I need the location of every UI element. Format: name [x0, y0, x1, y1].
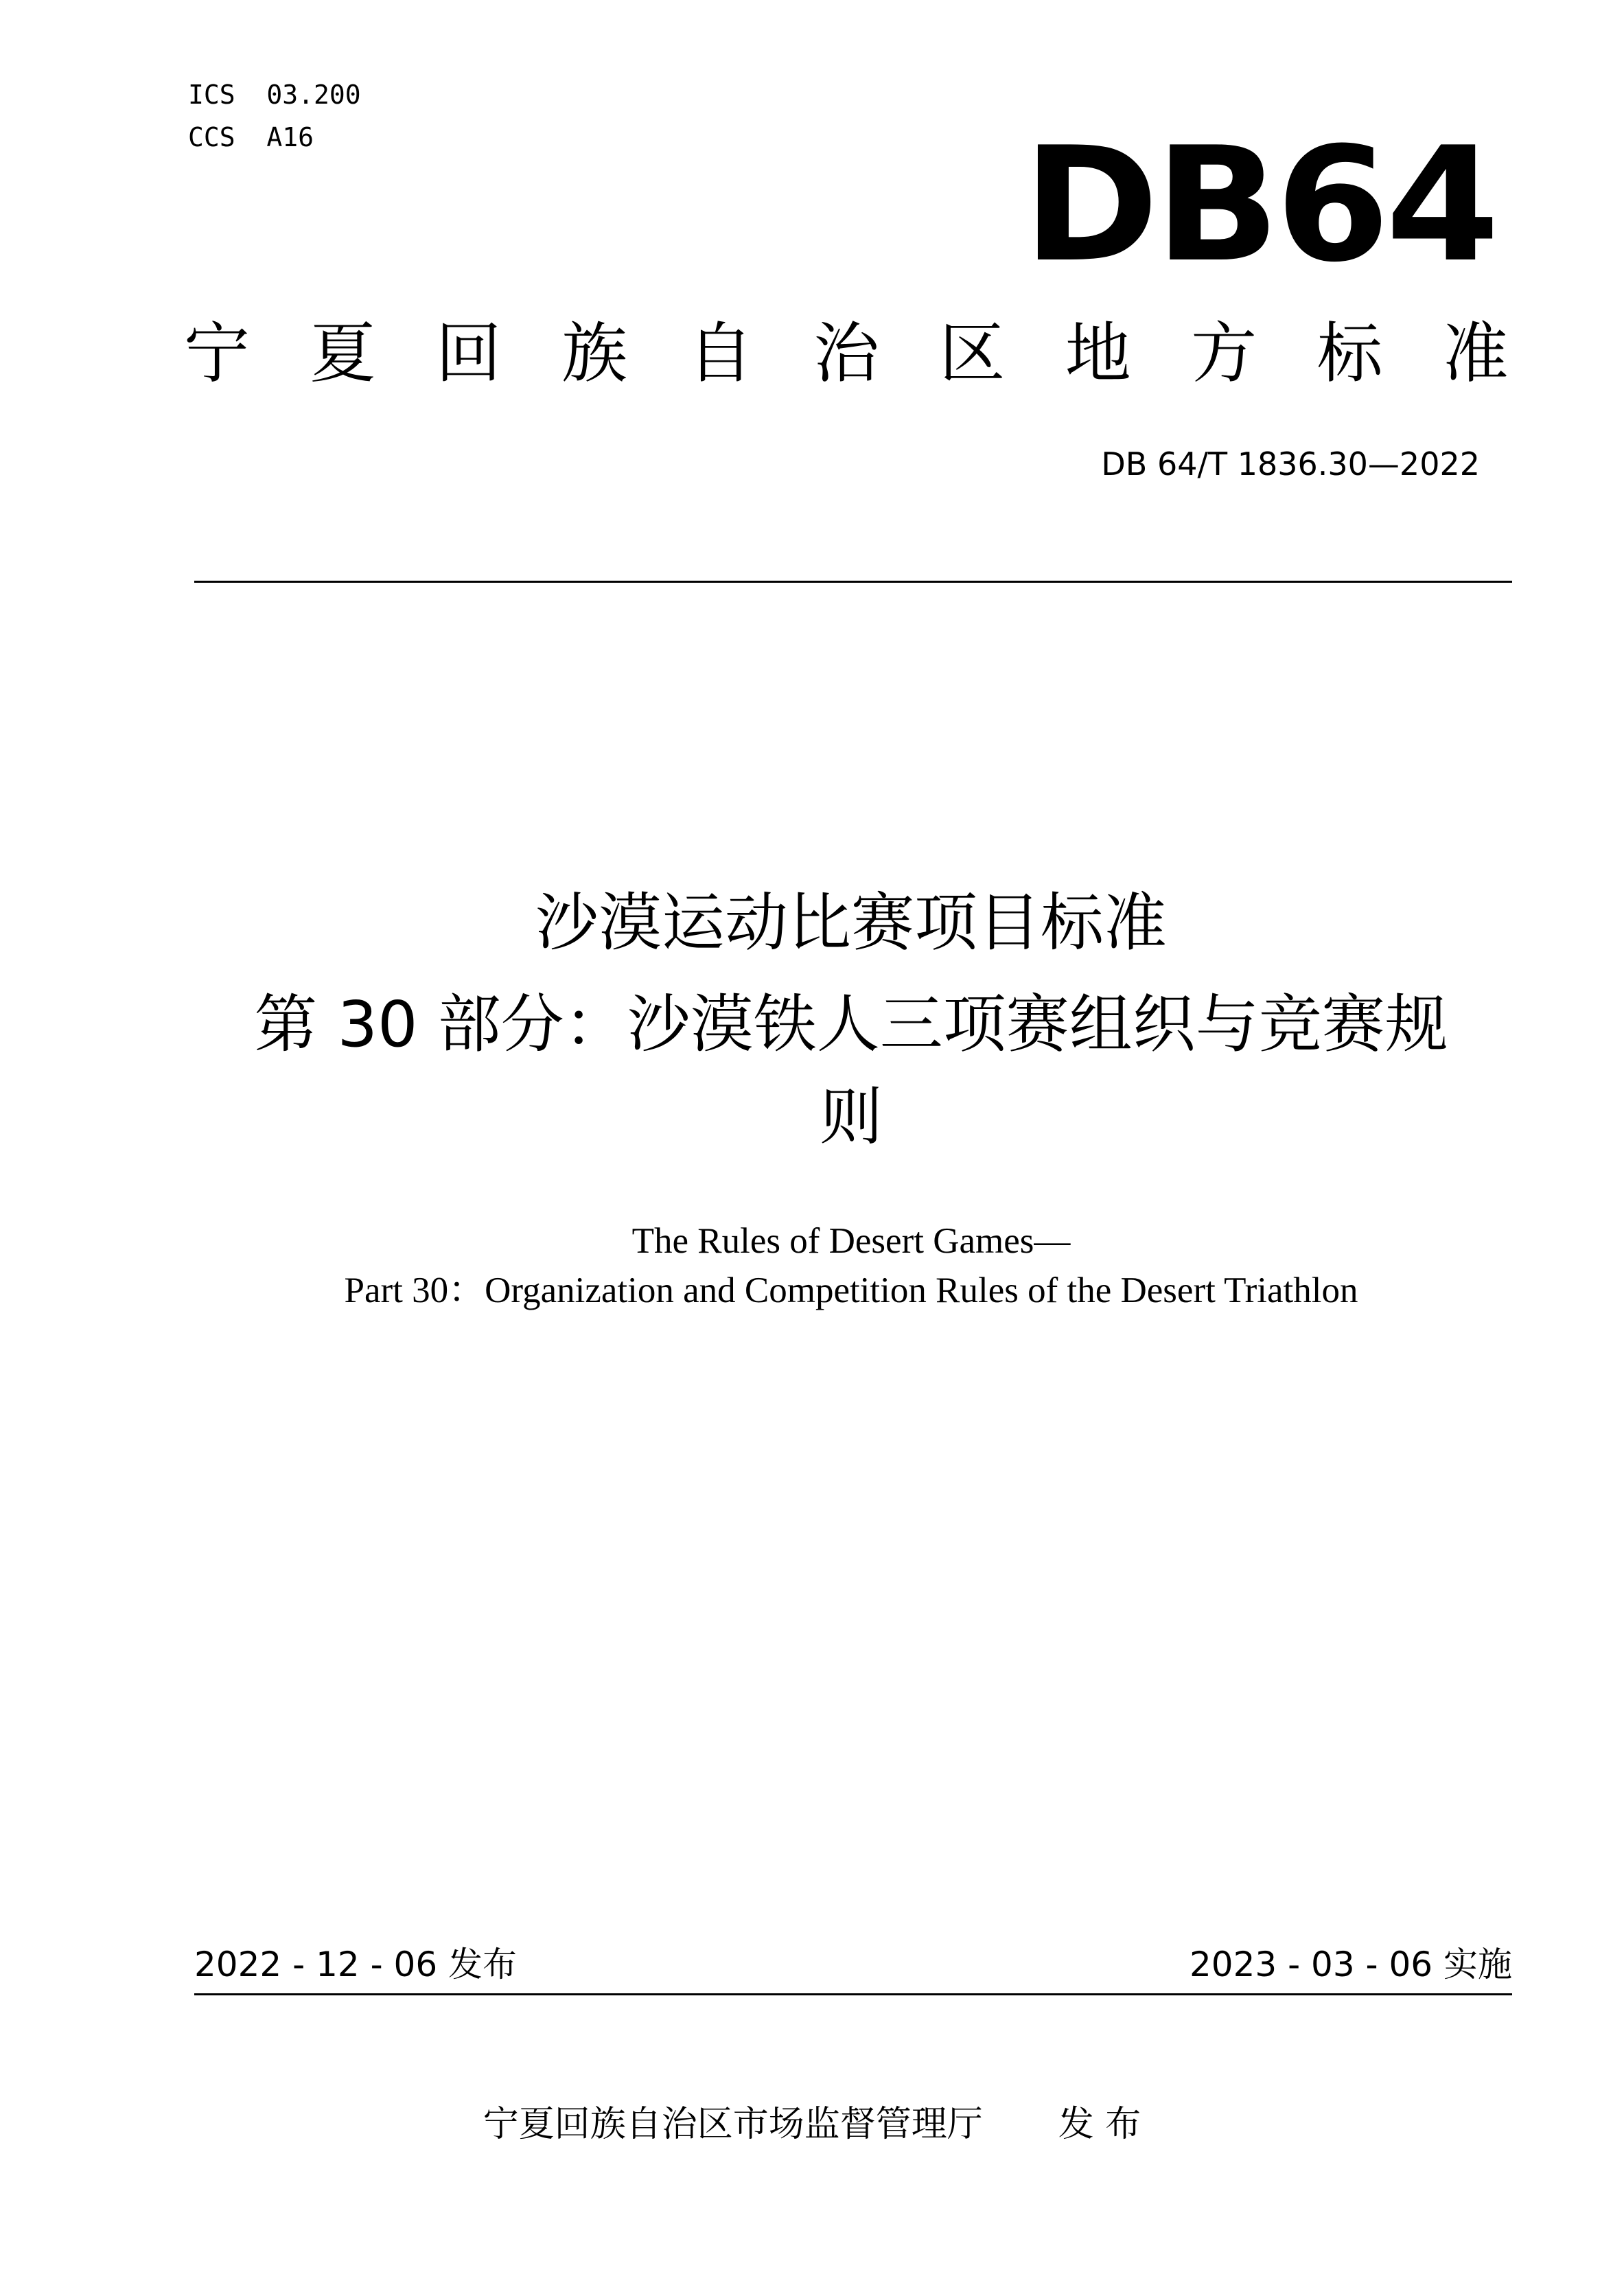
- standard-type-char: 标: [1316, 315, 1383, 392]
- header-divider: [194, 581, 1512, 583]
- ics-code: ICS 03.200: [188, 80, 361, 110]
- standard-type-char: 回: [435, 315, 502, 392]
- title-cn-line-3: 则: [819, 1080, 883, 1154]
- standard-type-char: 方: [1191, 315, 1257, 392]
- standard-type-char: 族: [561, 315, 628, 392]
- standard-type-char: 宁: [184, 315, 250, 392]
- issue-date: 2022 - 12 - 06 发布: [194, 1945, 518, 1984]
- standard-type-char: 夏: [310, 315, 376, 392]
- date-divider: [194, 1993, 1512, 1995]
- standard-type-char: 治: [813, 315, 879, 392]
- standard-type-heading: [184, 316, 1509, 391]
- standard-type-char: 自: [687, 315, 754, 392]
- title-en-line-1: The Rules of Desert Games—: [631, 1221, 1071, 1261]
- title-en-line-2: Part 30：Organization and Competition Rules of the Desert Triathlon: [344, 1271, 1358, 1310]
- title-cn-line-1: 沙漠运动比赛项目标准: [535, 886, 1167, 960]
- publisher-line: [0, 2102, 1624, 2147]
- title-cn-line-2: 第 30 部分：沙漠铁人三项赛组织与竞赛规: [254, 988, 1448, 1061]
- ccs-code: CCS A16: [188, 122, 314, 152]
- standard-type-char: 准: [1442, 315, 1509, 392]
- implementation-date: 2023 - 03 - 06 实施: [1189, 1945, 1512, 1984]
- publisher-name: 宁夏回族自治区市场监督管理厅: [483, 2104, 983, 2145]
- publisher-action: 发 布: [1058, 2104, 1141, 2145]
- standard-type-char: 地: [1065, 315, 1131, 392]
- standard-number: DB 64/T 1836.30—2022: [1101, 445, 1480, 483]
- db64-logo: DB64: [1023, 114, 1496, 297]
- standard-type-char: 区: [939, 315, 1006, 392]
